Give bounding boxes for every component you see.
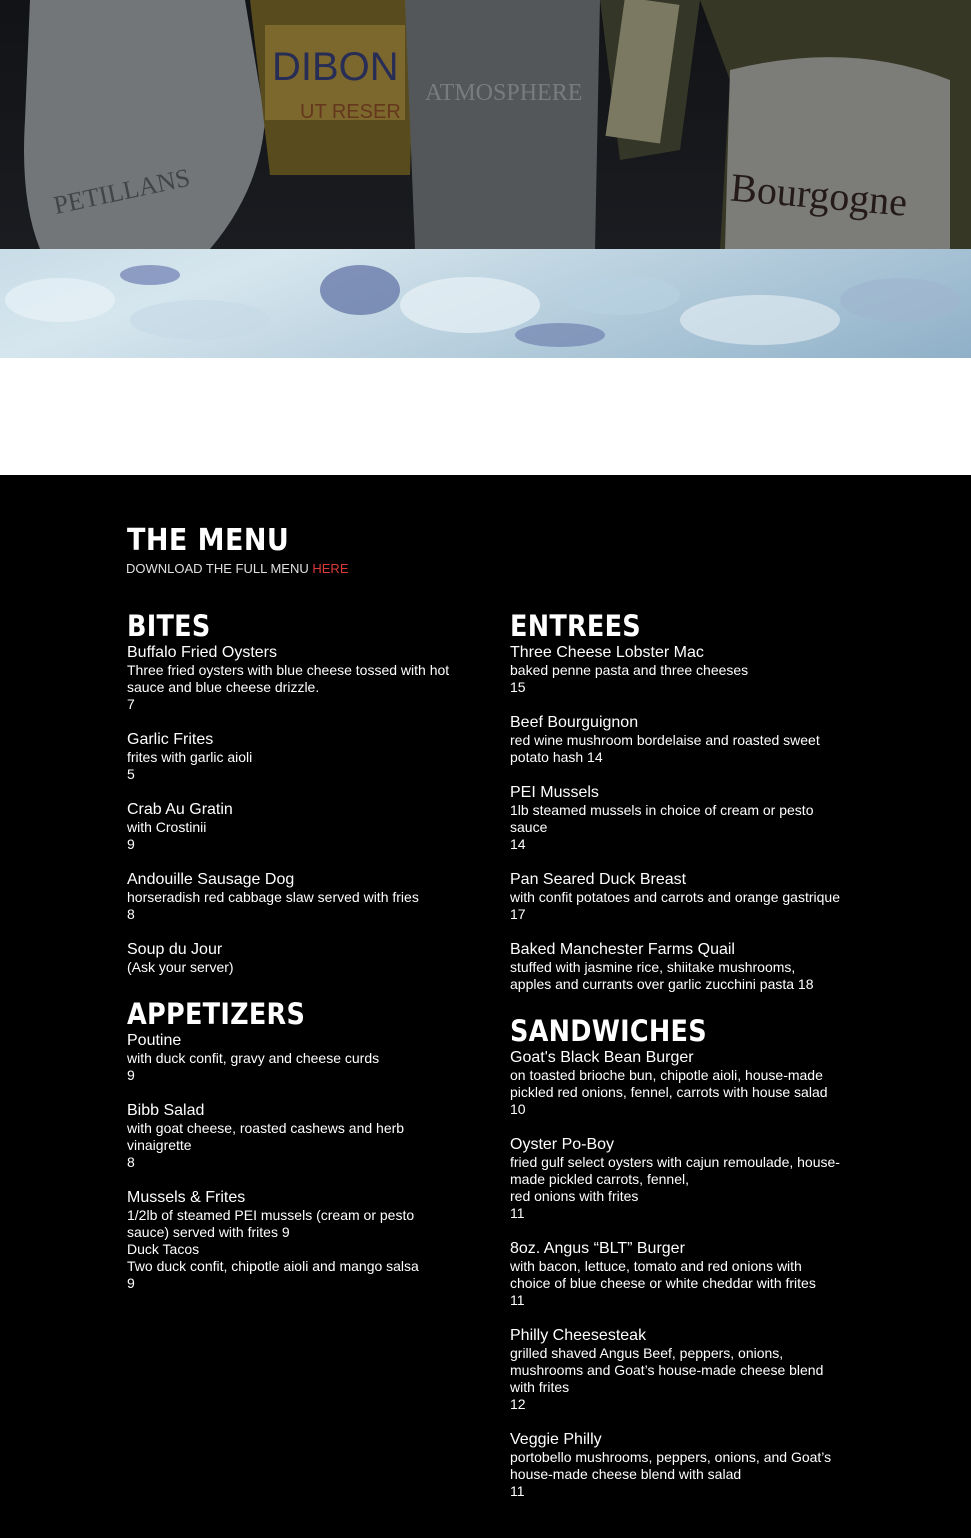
- item-name: Soup du Jour: [127, 941, 223, 958]
- menu-item: [510, 713, 840, 766]
- item-desc: frites with garlic aioli: [127, 749, 253, 765]
- menu-item: [510, 1430, 840, 1500]
- item-desc: baked penne pasta and three cheeses: [510, 662, 749, 678]
- download-menu-line: [126, 561, 349, 576]
- item-price: 11: [510, 1205, 525, 1221]
- item-desc: 1lb steamed mussels in choice of cream or pesto sauce: [510, 802, 814, 835]
- section-heading-appetizers: APPETIZERS: [127, 997, 306, 1031]
- hero-image: [0, 0, 971, 358]
- item-price: 17: [510, 906, 526, 922]
- menu-item: [127, 940, 457, 976]
- item-price: 9: [127, 1275, 135, 1291]
- item-desc: stuffed with jasmine rice, shiitake mushrooms, apples and currants over garlic zucchini pasta 18: [510, 959, 814, 992]
- item-name: Buffalo Fried Oysters: [127, 644, 277, 661]
- item-desc: on toasted brioche bun, chipotle aioli, house-made pickled red onions, fennel, carrots with house salad: [510, 1067, 828, 1100]
- item-desc: portobello mushrooms, peppers, onions, and Goat’s house-made cheese blend with salad: [510, 1449, 832, 1482]
- hero-photo-illustration: [0, 0, 971, 358]
- item-name: Veggie Philly: [510, 1431, 602, 1448]
- menu-item: [510, 940, 840, 993]
- item-desc: with duck confit, gravy and cheese curds: [127, 1050, 380, 1066]
- menu-item: [510, 783, 840, 853]
- item-price: 14: [510, 836, 526, 852]
- item-price: 11: [510, 1292, 525, 1308]
- menu-title: THE MENU: [127, 523, 290, 558]
- item-price: 10: [510, 1101, 526, 1117]
- item-name: 8oz. Angus “BLT” Burger: [510, 1240, 685, 1257]
- item-name: Garlic Frites: [127, 731, 214, 748]
- item-price: 15: [510, 679, 526, 695]
- item-name: Baked Manchester Farms Quail: [510, 941, 735, 958]
- menu-item: [510, 1239, 840, 1309]
- item-name: Philly Cheesesteak: [510, 1327, 647, 1344]
- item-name: Beef Bourguignon: [510, 714, 639, 731]
- item-desc: horseradish red cabbage slaw served with fries: [127, 889, 419, 905]
- svg-text:PETILLANS: PETILLANS: [50, 162, 193, 220]
- menu-item: [127, 1031, 457, 1084]
- item-desc: fried gulf select oysters with cajun remoulade, house-made pickled carrots, fennel,: [510, 1154, 840, 1187]
- menu-column-left: [127, 609, 457, 1309]
- menu-section: [0, 475, 971, 1538]
- item-price: 11: [510, 1483, 525, 1499]
- item-name: Poutine: [127, 1032, 182, 1049]
- item-desc: Three fried oysters with blue cheese tossed with hot sauce and blue cheese drizzle.: [127, 662, 450, 695]
- item-desc: grilled shaved Angus Beef, peppers, onions, mushrooms and Goat’s house-made cheese blend with frites: [510, 1345, 824, 1395]
- svg-text:Bourgogne: Bourgogne: [728, 164, 910, 225]
- svg-text:UT RESER: UT RESER: [300, 101, 401, 123]
- item-price: 9: [127, 836, 135, 852]
- item-price: 8: [127, 906, 135, 922]
- item-name: Andouille Sausage Dog: [127, 871, 295, 888]
- item-desc: red wine mushroom bordelaise and roasted sweet potato hash 14: [510, 732, 820, 765]
- item-extra-desc: Two duck confit, chipotle aioli and mango salsa: [127, 1258, 419, 1274]
- item-name: Mussels & Frites: [127, 1189, 246, 1206]
- menu-item: [127, 800, 457, 853]
- item-name: Crab Au Gratin: [127, 801, 233, 818]
- menu-item: [127, 643, 457, 713]
- menu-item: [127, 730, 457, 783]
- menu-item: [510, 1326, 840, 1413]
- item-name: PEI Mussels: [510, 784, 599, 801]
- white-spacer: [0, 358, 971, 475]
- menu-item: [510, 1048, 840, 1118]
- download-menu-link[interactable]: HERE: [312, 561, 349, 576]
- item-price: 8: [127, 1154, 135, 1170]
- download-menu-text: DOWNLOAD THE FULL MENU: [126, 561, 309, 576]
- item-desc: with confit potatoes and carrots and orange gastrique: [510, 889, 840, 905]
- section-heading-sandwiches: SANDWICHES: [510, 1014, 707, 1048]
- svg-text:DIBON: DIBON: [272, 45, 399, 89]
- menu-item: [510, 870, 840, 923]
- item-desc: 1/2lb of steamed PEI mussels (cream or pesto sauce) served with frites 9: [127, 1207, 415, 1240]
- item-price: 12: [510, 1396, 526, 1412]
- item-name: Oyster Po-Boy: [510, 1136, 615, 1153]
- item-desc: with Crostinii: [127, 819, 207, 835]
- item-name: Three Cheese Lobster Mac: [510, 644, 704, 661]
- item-name: Pan Seared Duck Breast: [510, 871, 687, 888]
- section-heading-bites: BITES: [127, 609, 211, 643]
- item-desc: (Ask your server): [127, 959, 234, 975]
- menu-item: [127, 870, 457, 923]
- svg-text:ATMOSPHERE: ATMOSPHERE: [425, 80, 583, 106]
- item-desc-line2: red onions with frites: [510, 1188, 639, 1204]
- menu-item: [510, 643, 840, 696]
- menu-column-right: [510, 609, 840, 1517]
- section-heading-entrees: ENTREES: [510, 609, 641, 643]
- menu-item: [127, 1188, 457, 1292]
- item-name: Bibb Salad: [127, 1102, 205, 1119]
- menu-item: [510, 1135, 840, 1222]
- item-price: 5: [127, 766, 135, 782]
- item-desc: with bacon, lettuce, tomato and red onions with choice of blue cheese or white cheddar with frites: [510, 1258, 816, 1291]
- item-price: 9: [127, 1067, 135, 1083]
- item-desc: with goat cheese, roasted cashews and herb vinaigrette: [127, 1120, 405, 1153]
- item-extra-name: Duck Tacos: [127, 1241, 200, 1257]
- item-price: 7: [127, 696, 135, 712]
- menu-item: [127, 1101, 457, 1171]
- item-name: Goat's Black Bean Burger: [510, 1049, 694, 1066]
